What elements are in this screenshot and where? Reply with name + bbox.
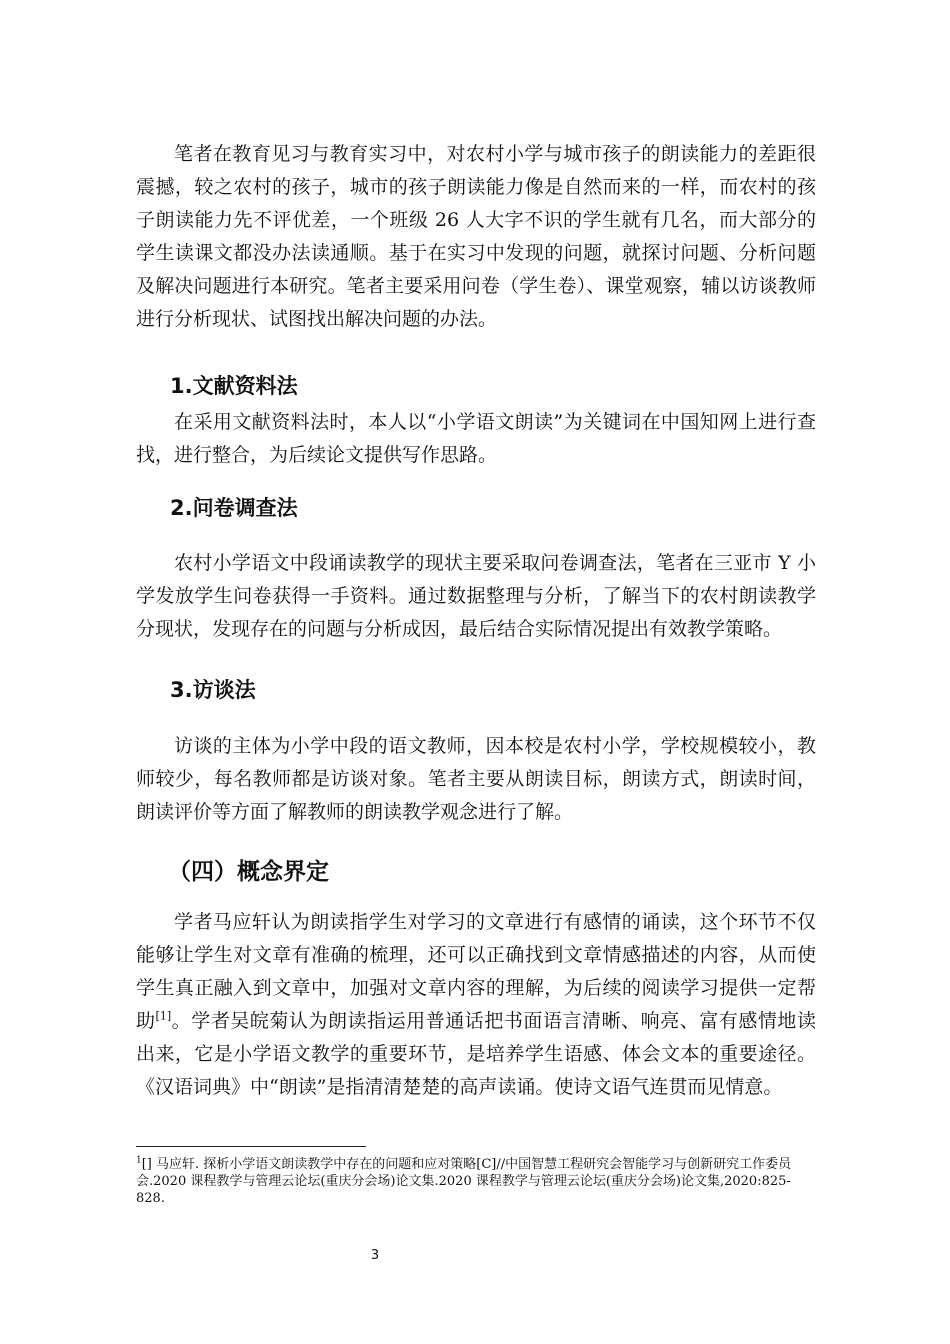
footnote-divider (136, 1146, 366, 1147)
section-heading-literature: 1.文献资料法 (170, 374, 298, 398)
intro-paragraph: 笔者在教育见习与教育实习中，对农村小学与城市孩子的朗读能力的差距很震撼，较之农村的孩子，城市的孩子朗读能力像是自然而来的一样，而农村的孩子朗读能力先不评优差，一个班级 26 人大字不识的学生就有几名，而大部分的学生读课文都没办法读通顺。基于在实习中发现的问题，就探讨问题、分析问题及解决问题进行本研究。笔者主要采用问卷（学生卷）、课堂观察，辅以访谈教师进行分析现状、试图找出解决问题的办法。 (136, 143, 816, 330)
footnote (136, 1156, 816, 1207)
concept-text-part2: 。学者吴皖菊认为朗读指运用普通话把书面语言清晰、响亮、富有感情地读出来，它是小学语文教学的重要环节，是培养学生语感、体会文本的重要途径。《汉语词典》中“朗读”是指清清楚楚的高声读诵。使诗文语气连贯而见情意。 (136, 1010, 816, 1098)
footnote-text: [] 马应轩. 探析小学语文朗读教学中存在的问题和应对策略[C]//中国智慧工程研究会智能学习与创新研究工作委员会.2020 课程教学与管理云论坛(重庆分会场)论文集.2020 课程教学与管理云论坛(重庆分会场)论文集,2020:825-828. (136, 1157, 792, 1206)
footnote-mark: 1 (136, 1155, 142, 1166)
citation-ref: [1] (155, 1009, 172, 1023)
concept-paragraph (136, 906, 816, 1104)
section-heading-interview: 3.访谈法 (170, 678, 256, 702)
questionnaire-paragraph: 农村小学语文中段诵读教学的现状主要采取问卷调查法，笔者在三亚市 Y 小学发放学生问卷获得一手资料。通过数据整理与分析，了解当下的农村朗读教学分现状，发现存在的问题与分析成因，最后结合实际情况提出有效教学策略。 (136, 552, 816, 640)
section-heading-concept: （四）概念界定 (168, 859, 329, 885)
page-number: 3 (370, 1248, 380, 1263)
concept-text-part1: 学者马应轩认为朗读指学生对学习的文章进行有感情的诵读，这个环节不仅能够让学生对文章有准确的梳理，还可以正确找到文章情感描述的内容，从而使学生真正融入到文章中，加强对文章内容的理解，为后续的阅读学习提供一定帮助 (136, 911, 816, 1032)
literature-paragraph: 在采用文献资料法时，本人以“小学语文朗读”为关键词在中国知网上进行查找，进行整合，为后续论文提供写作思路。 (136, 411, 816, 466)
interview-paragraph: 访谈的主体为小学中段的语文教师，因本校是农村小学，学校规模较小，教师较少，每名教师都是访谈对象。笔者主要从朗读目标，朗读方式，朗读时间，朗读评价等方面了解教师的朗读教学观念进行了解。 (136, 735, 816, 823)
section-heading-questionnaire: 2.问卷调查法 (170, 496, 298, 520)
